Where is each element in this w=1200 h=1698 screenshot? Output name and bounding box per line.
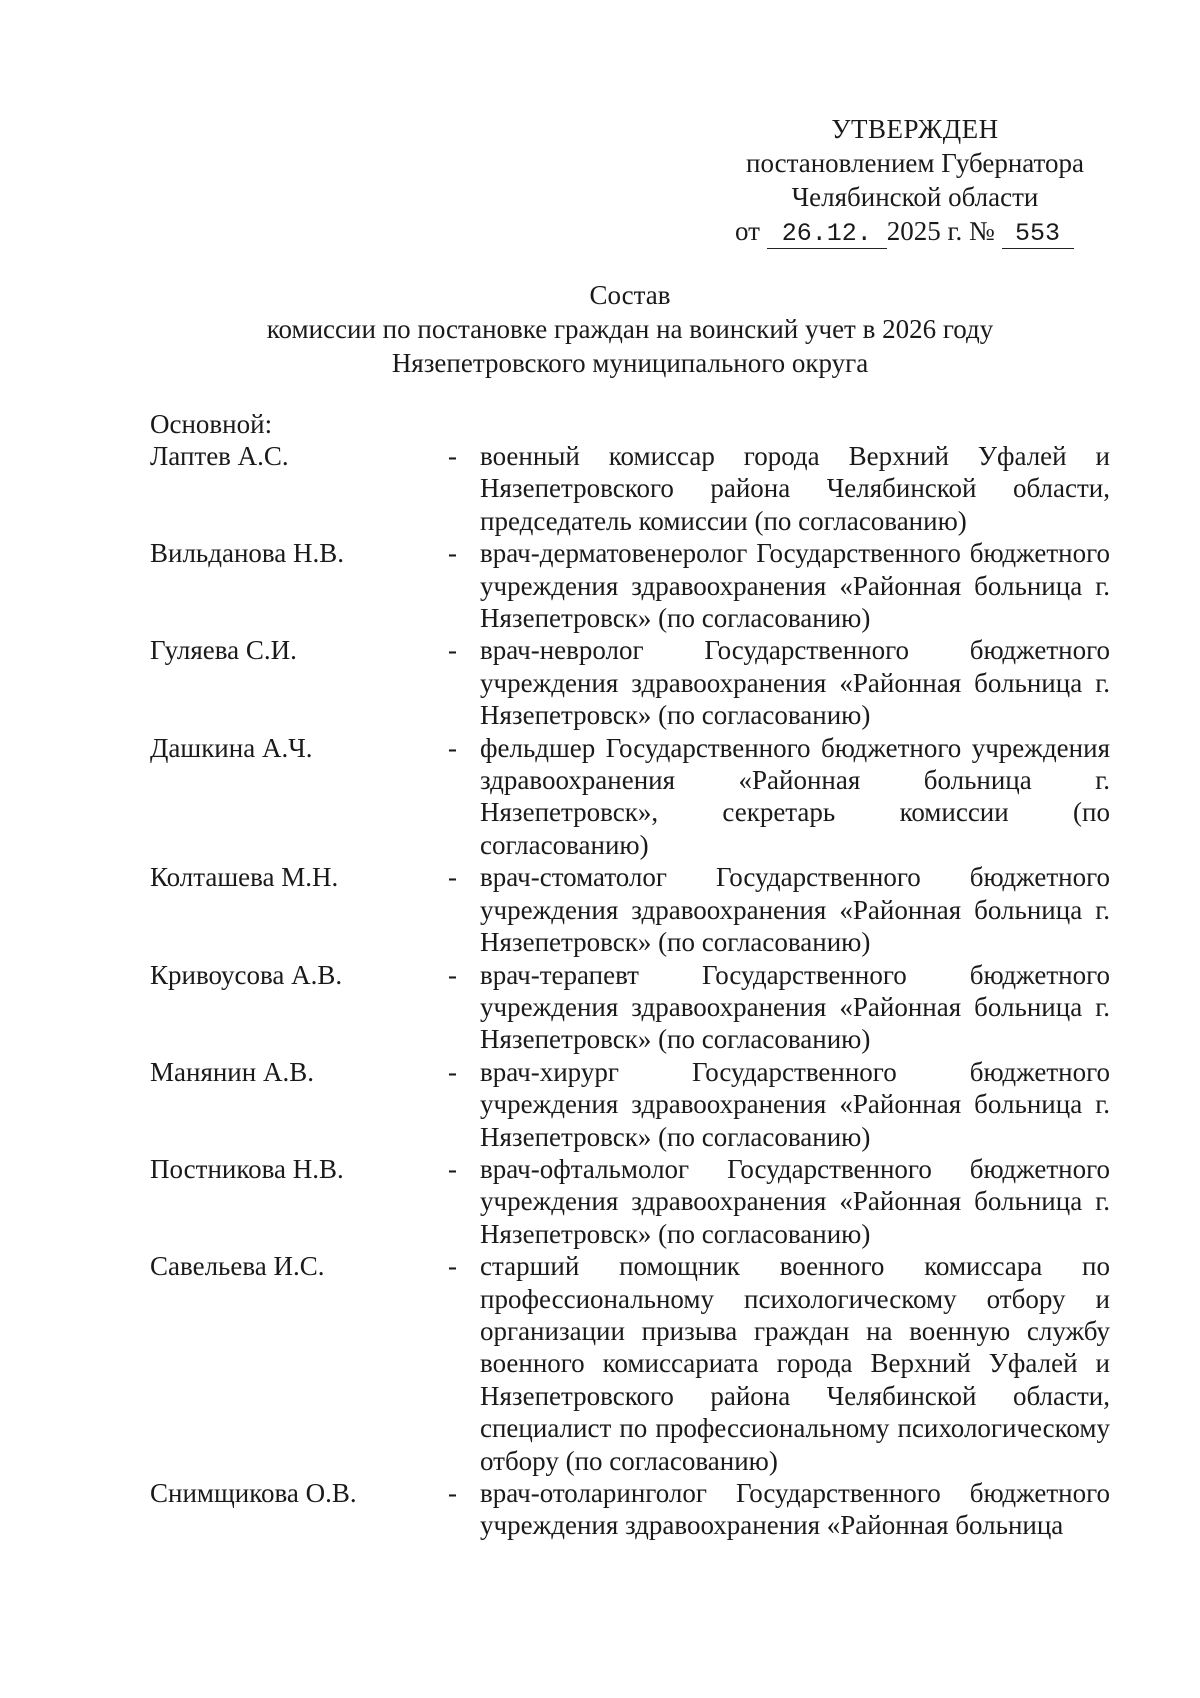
member-role: врач-отоларинголог Государственного бюджетного учреждения здравоохранения «Районная больница <box>480 1478 1110 1541</box>
member-row <box>150 1153 1110 1250</box>
member-name: Постникова Н.В. <box>150 1153 344 1184</box>
date-value: 26.12. <box>767 220 887 249</box>
member-dash: - <box>448 1251 457 1282</box>
title-line-2: комиссии по постановке граждан на воинский учет в 2026 году <box>266 314 994 344</box>
member-role: старший помощник военного комиссара по профессиональному психологическому отбору и организации призыва граждан на военную службу военного комиссариата города Верхний Уфалей и Нязепетровского района Челябинской области, специалист по профессиональному психологическому отбору (по согласованию) <box>480 1251 1110 1476</box>
member-role: врач-дерматовенеролог Государственного бюджетного учреждения здравоохранения «Районная больница г. Нязепетровск» (по согласованию) <box>480 538 1110 634</box>
document-title <box>0 278 1200 380</box>
section-label: Основной: <box>150 409 273 439</box>
member-row <box>150 440 1110 537</box>
member-dash: - <box>448 862 457 893</box>
title-line-1: Состав <box>589 280 671 310</box>
date-prefix: от <box>735 216 760 246</box>
approval-heading: УТВЕРЖДЕН <box>831 114 999 144</box>
approval-line-decree: постановлением Губернатора <box>746 148 1084 178</box>
member-row <box>150 1056 1110 1153</box>
approval-date-line <box>735 214 1095 249</box>
member-name: Кривоусова А.В. <box>150 959 343 990</box>
member-dash: - <box>448 635 457 666</box>
member-name: Савельева И.С. <box>150 1251 325 1282</box>
member-role: фельдшер Государственного бюджетного учреждения здравоохранения «Районная больница г. Нязепетровск», секретарь комиссии (по согласованию) <box>480 732 1110 860</box>
member-row <box>150 634 1110 731</box>
member-name: Лаптев А.С. <box>150 441 289 471</box>
member-dash: - <box>448 1056 457 1087</box>
member-dash: - <box>448 959 457 990</box>
member-name: Гуляева С.И. <box>150 635 297 666</box>
member-dash: - <box>448 441 457 471</box>
member-role: врач-терапевт Государственного бюджетного учреждения здравоохранения «Районная больница г. Нязепетровск» (по согласованию) <box>480 959 1110 1055</box>
member-role: врач-стоматолог Государственного бюджетного учреждения здравоохранения «Районная больница г. Нязепетровск» (по согласованию) <box>480 862 1110 958</box>
member-role: врач-офтальмолог Государственного бюджетного учреждения здравоохранения «Районная больница г. Нязепетровск» (по согласованию) <box>480 1153 1110 1249</box>
member-dash: - <box>448 1478 457 1508</box>
member-dash: - <box>448 732 457 763</box>
member-row <box>150 861 1110 958</box>
member-dash: - <box>448 1153 457 1184</box>
approval-stamp <box>735 112 1095 249</box>
member-row <box>150 537 1110 634</box>
member-name: Вильданова Н.В. <box>150 538 345 569</box>
member-name: Дашкина А.Ч. <box>150 732 313 763</box>
member-role: врач-невролог Государственного бюджетного учреждения здравоохранения «Районная больница г. Нязепетровск» (по согласованию) <box>480 635 1110 731</box>
year-suffix: 2025 г. № <box>886 216 995 246</box>
member-name: Снимщикова О.В. <box>150 1478 357 1508</box>
member-role: военный комиссар города Верхний Уфалей и Нязепетровского района Челябинской области, председатель комиссии (по согласованию) <box>480 441 1110 536</box>
title-line-3: Нязепетровского муниципального округа <box>391 348 869 378</box>
member-row <box>150 1250 1110 1477</box>
members-list <box>150 408 1110 1542</box>
approval-line-region: Челябинской области <box>791 182 1039 212</box>
member-row <box>150 1477 1110 1542</box>
member-name: Колташева М.Н. <box>150 862 339 893</box>
decree-number: 553 <box>1002 220 1074 249</box>
member-row <box>150 959 1110 1056</box>
member-row <box>150 732 1110 862</box>
member-name: Манянин А.В. <box>150 1056 314 1087</box>
member-dash: - <box>448 538 457 569</box>
member-role: врач-хирург Государственного бюджетного учреждения здравоохранения «Районная больница г. Нязепетровск» (по согласованию) <box>480 1056 1110 1152</box>
